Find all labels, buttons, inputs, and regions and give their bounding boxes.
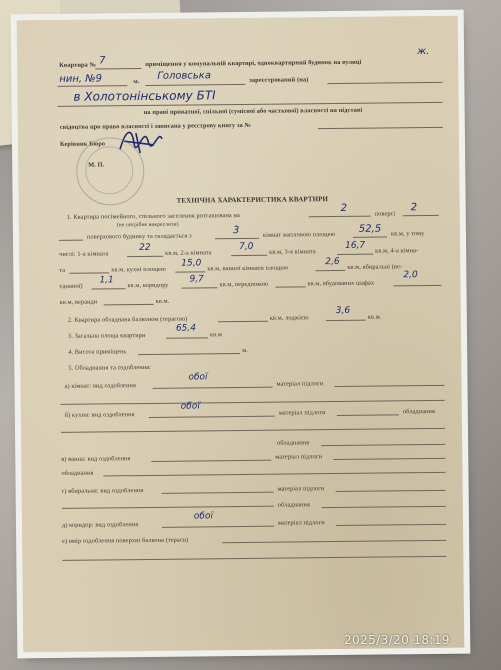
room3-hand: 16,7 [345, 240, 366, 251]
underline [104, 304, 154, 306]
hallway-label: кв.м, передпокою [219, 280, 269, 289]
underline [231, 255, 267, 256]
total-area-hand: 65,4 [175, 323, 197, 334]
toilet-hand: 1,1 [99, 275, 114, 286]
closets-hand: 2,0 [403, 270, 418, 281]
closets-label: кв.м, вбудованих шафах [307, 279, 375, 288]
underline [175, 271, 205, 272]
kitchen-finish-label: б) кухня: вид оздоблення [64, 411, 135, 419]
underline [59, 240, 83, 241]
room1-hand: 22 [139, 242, 151, 254]
underline [62, 556, 446, 561]
loggia-unit: кв.м. [367, 313, 382, 321]
kitchen-hand: 15,0 [181, 258, 202, 269]
bath-floor-label: матеріал підлоги [275, 453, 323, 461]
underline [336, 524, 446, 526]
bathroom-hand: 2,6 [325, 256, 340, 268]
underline [127, 256, 163, 257]
street-hand: ж. [416, 46, 430, 58]
city-label: м. [133, 78, 140, 86]
apartment-number: 7 [99, 55, 106, 67]
total-area-label: 3. Загальна площа квартири [67, 331, 146, 340]
underline [403, 215, 439, 216]
underline [335, 385, 445, 387]
underline [318, 127, 443, 129]
corridor-label: кв.м, коридору [127, 281, 169, 290]
underline [95, 68, 141, 69]
underline [326, 320, 366, 321]
row1-text: 1. Квартира посімейного, спільного заселення розташована на [66, 212, 240, 221]
balcony-label: 2. Квартира обладнана балконом (терасою) [67, 315, 188, 324]
certificate-text: свідоцтва про право власності і записана у реєстрову книгу за № [59, 121, 251, 131]
room4-cont: та [59, 266, 66, 274]
section-title: ТЕХНІЧНА ХАРАКТЕРИСТИКА КВАРТИРИ [176, 195, 329, 205]
underline [218, 321, 268, 323]
total-area-unit: кв.м [209, 331, 223, 339]
underline [276, 286, 306, 287]
rooms-floor-label: матеріал підлоги [276, 380, 324, 388]
veranda-unit: кв.м. [155, 297, 170, 305]
underline [309, 216, 371, 218]
city-hand: Головська [157, 70, 212, 82]
row2-text: поверхового будинку та складається з [86, 232, 192, 241]
underline [222, 540, 446, 543]
underline [337, 414, 399, 416]
document-sheet [17, 16, 465, 653]
kitchen-equip-label: обладнання [402, 407, 435, 416]
including-label: кв.м, у тому [390, 230, 425, 238]
underline [149, 416, 275, 418]
toilet-finish-label: г) вбиральня: вид оздоблення [61, 487, 144, 495]
rooms-finish-label: а) кімнат: вид оздоблення [64, 382, 137, 390]
corridor-finish-hand: обої [193, 511, 214, 522]
underline [166, 337, 208, 338]
underline [61, 400, 445, 405]
underline [182, 287, 218, 288]
toilet-equip-label: обладнання [277, 501, 310, 509]
underline [322, 506, 446, 508]
bath-finish-label: в) ванна: вид оздоблення [61, 455, 131, 463]
floor-label: поверсі [374, 210, 396, 218]
underline [162, 526, 274, 528]
underline [333, 458, 445, 460]
underline [138, 353, 240, 355]
room2-hand: 7,0 [239, 241, 254, 253]
floor-hand: 2 [340, 202, 348, 214]
underline [61, 428, 445, 433]
underline [153, 387, 273, 389]
toilet-cont: єднаної) [59, 282, 83, 290]
bathroom-label: кв.м, ванної кімнати площею [207, 264, 289, 273]
corridor-hand: 9,7 [189, 274, 204, 285]
room2-label: кв.м, 2-а кімната [165, 249, 212, 257]
strike-note: (не потрібне викреслити) [116, 221, 179, 229]
photo-timestamp: 2025/3/20 18:19 [344, 633, 450, 647]
floors-hand: 2 [410, 202, 418, 214]
underline [103, 472, 445, 477]
rooms-finish-hand: обої [188, 372, 208, 383]
street-name-hand: нин, №9 [59, 73, 103, 85]
toilet-floor-label: матеріал підлоги [277, 485, 325, 493]
room3-label: кв.м, 3-я кімната [269, 248, 316, 256]
underline [62, 506, 274, 509]
kitchen-label: кв.м, кухні площею [111, 265, 166, 274]
registered-label: зареєстрований (на) [249, 76, 309, 84]
underline [337, 254, 373, 255]
underline [336, 490, 446, 492]
room4-label: кв.м, 4-а кімна- [375, 247, 419, 255]
bti-hand: в Холотонінському БТІ [73, 88, 216, 104]
underline [315, 270, 345, 271]
underline [327, 82, 442, 84]
toilet-label: кв.м, вбиральні (ве- [347, 263, 403, 271]
underline [321, 444, 445, 446]
rooms-hand: 3 [232, 225, 240, 237]
kitchen-finish-hand: обої [180, 401, 200, 412]
corridor-finish-label: д) коридор: вид оздоблення [61, 521, 139, 529]
finishing-heading: 5. Обладнання та оздоблення: [68, 363, 152, 372]
underline [57, 85, 127, 87]
living-area-hand: 52,5 [358, 223, 382, 235]
faded-stamp [76, 137, 145, 206]
veranda-label: кв.м, веранди [59, 298, 98, 306]
corridor-floor-label: матеріал підлоги [277, 519, 325, 527]
underline [145, 84, 245, 86]
living-area-label: кімнат житловою площею [262, 231, 336, 239]
underline [92, 288, 126, 289]
head-label: Керівник Бюро [59, 140, 106, 148]
underline [215, 238, 259, 239]
kitchen-floor-label: матеріал підлоги [278, 409, 326, 417]
height-unit: м. [242, 346, 248, 354]
height-label: 4. Висота приміщень [68, 348, 127, 356]
apartment-type-text: приміщення у комунальній квартирі, одноквартирний будинок на вулиці [145, 58, 362, 68]
apartment-label: Квартира № [59, 61, 97, 69]
underline [162, 492, 274, 494]
underline [69, 272, 109, 273]
seal-place-label: М. П. [88, 161, 105, 169]
kitchen-equip-label-2: обладнання [277, 439, 310, 447]
room1-label: числі: 1-а кімната [59, 250, 109, 258]
loggia-label: кв.м, лоджією [269, 314, 309, 322]
underline [151, 460, 271, 462]
ownership-text: на праві приватної, спільної (сумісної або часткової) власності на підставі [143, 106, 363, 117]
underline [353, 236, 387, 237]
loggia-hand: 3,6 [335, 305, 351, 317]
bath-equip-label: обладнання [61, 469, 94, 477]
underline [393, 285, 441, 287]
balcony-finish-label: е) вмір оздоблення поверхні балкона (тераси) [62, 536, 189, 545]
